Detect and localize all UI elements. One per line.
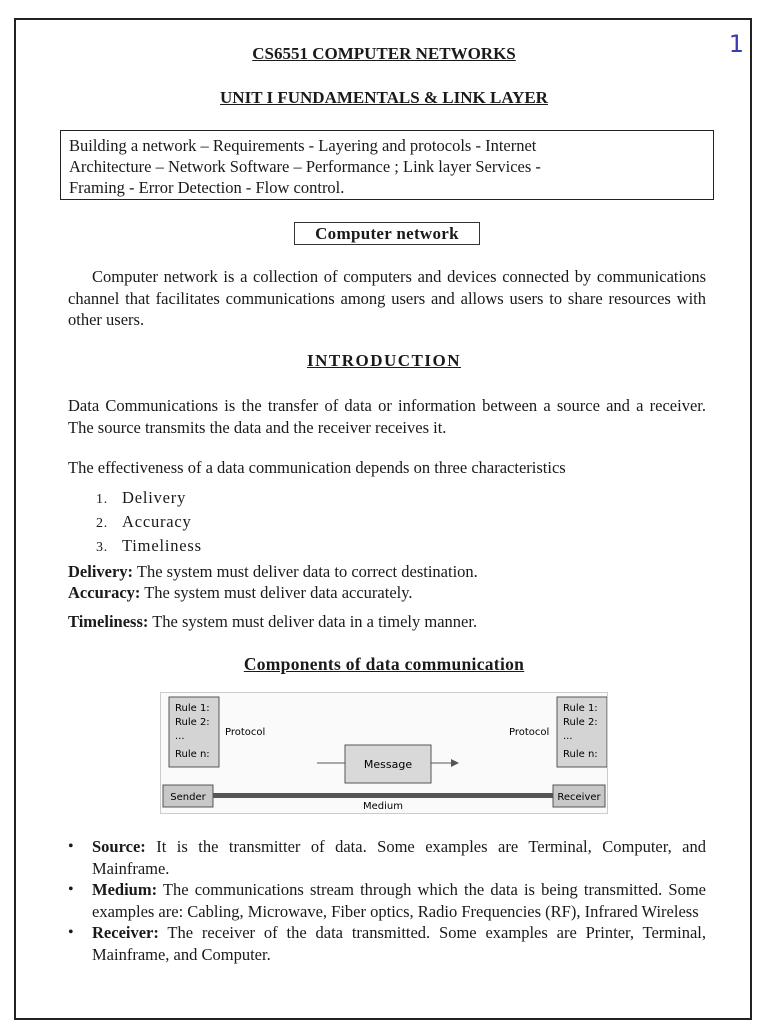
message-label: Message [363, 758, 413, 771]
receiver-protocol-label: Protocol [509, 727, 550, 738]
list-item [96, 535, 202, 559]
introduction-heading: INTRODUCTION [306, 351, 462, 370]
course-title: CS6551 COMPUTER NETWORKS [252, 44, 516, 63]
data-communication-diagram [160, 692, 608, 814]
list-number: 2. [96, 516, 109, 531]
bullet-icon: • [68, 924, 74, 941]
receiver-rule-ellipsis: ... [563, 731, 573, 742]
page-number: 1 [728, 30, 744, 58]
sender-rule-ellipsis: ... [175, 731, 185, 742]
sender-protocol-label: Protocol [225, 727, 266, 738]
bullet-text: It is the transmitter of data. Some examples are Terminal, Computer, and Mainframe. [92, 837, 706, 878]
receiver-rule-2: Rule 2: [563, 717, 598, 728]
syllabus-line: Architecture – Network Software – Performance ; Link layer Services - [69, 157, 541, 176]
components-heading: Components of data communication [243, 654, 525, 674]
characteristics-paragraph: The effectiveness of a data communication depends on three characteristics [68, 458, 566, 477]
definition-timeliness [68, 611, 477, 632]
syllabus-line: Framing - Error Detection - Flow control. [69, 178, 345, 197]
definition-term: Accuracy: [68, 583, 141, 602]
list-item-source [64, 836, 706, 879]
list-text: Delivery [122, 488, 187, 507]
definition-delivery [68, 561, 478, 582]
bullet-text: The communications stream through which the data is being transmitted. Some examples are: Cabling, Microwave, Fiber optics, Radio Frequencies (RF), Infrared Wireless [92, 880, 706, 921]
sender-label: Sender [170, 792, 206, 803]
bullet-icon: • [68, 881, 74, 898]
unit-title: UNIT I FUNDAMENTALS & LINK LAYER [220, 88, 548, 107]
definition-term: Delivery: [68, 562, 134, 581]
characteristics-list [96, 487, 202, 559]
medium-line [213, 793, 553, 798]
list-text: Accuracy [122, 512, 192, 531]
definition-text: The system must deliver data in a timely manner. [148, 612, 478, 631]
list-item [96, 487, 202, 511]
receiver-label: Receiver [557, 792, 601, 803]
sender-rule-2: Rule 2: [175, 717, 210, 728]
receiver-rule-n: Rule n: [563, 749, 598, 760]
definition-text: The system must deliver data to correct destination. [133, 562, 478, 581]
definition-term: Timeliness: [68, 612, 149, 631]
list-number: 3. [96, 540, 109, 555]
sender-rule-1: Rule 1: [175, 703, 210, 714]
definition-accuracy [68, 582, 413, 603]
sender-rule-n: Rule n: [175, 749, 210, 760]
computer-network-heading: Computer network [294, 222, 480, 245]
list-text: Timeliness [122, 536, 202, 555]
bullet-term: Receiver: [92, 923, 159, 942]
list-number: 1. [96, 492, 109, 507]
list-item-receiver [64, 922, 706, 965]
bullet-icon: • [68, 838, 74, 855]
receiver-rule-1: Rule 1: [563, 703, 598, 714]
medium-label: Medium [363, 801, 403, 812]
syllabus-line: Building a network – Requirements - Layering and protocols - Internet [69, 136, 537, 155]
list-item [96, 511, 202, 535]
syllabus-box [60, 130, 714, 200]
definition-text: The system must deliver data accurately. [140, 583, 413, 602]
computer-network-definition: Computer network is a collection of computers and devices connected by communications channel that facilitates communications among users and allows users to share resources with other users. [68, 267, 706, 329]
bullet-term: Source: [92, 837, 146, 856]
list-item-medium [64, 879, 706, 922]
message-arrowhead [451, 759, 459, 767]
bullet-term: Medium: [92, 880, 158, 899]
intro-paragraph: Data Communications is the transfer of data or information between a source and a receiver. The source transmits the data and the receiver receives it. [68, 396, 706, 437]
bullet-text: The receiver of the data transmitted. Some examples are Printer, Terminal, Mainframe, and Computer. [92, 923, 706, 964]
components-list [64, 836, 706, 965]
